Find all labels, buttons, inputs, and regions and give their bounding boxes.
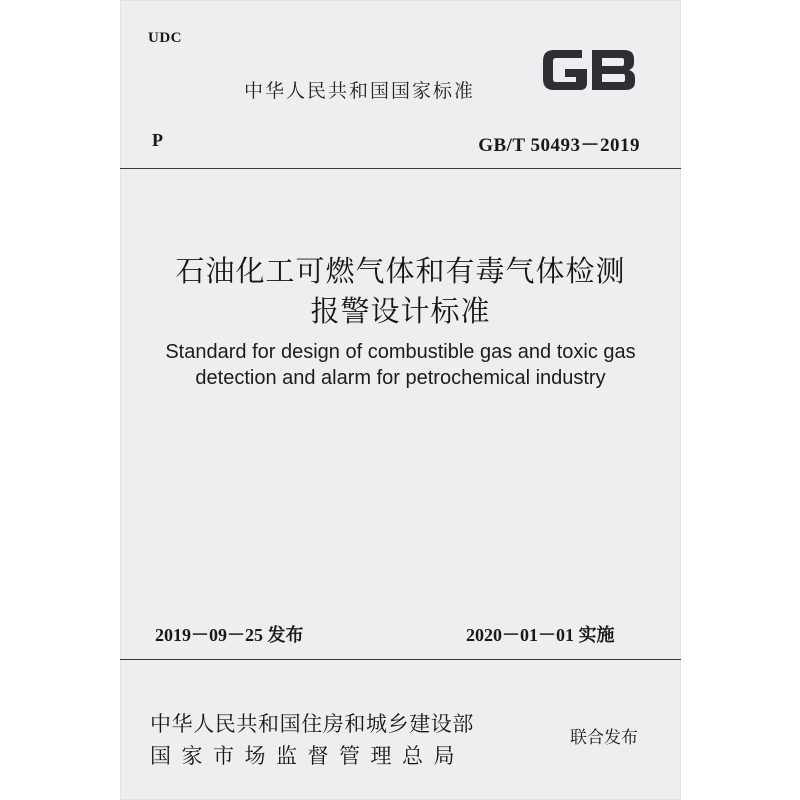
title-chinese-line-1: 石油化工可燃气体和有毒气体检测 [175, 254, 626, 288]
issue-date: 2019－09－25 发布 [155, 625, 304, 645]
divider-top [120, 168, 681, 169]
title-chinese-line-2: 报警设计标准 [310, 294, 491, 328]
publisher-administration: 国家市场监督管理总局 [150, 744, 465, 768]
cover-page [120, 0, 681, 800]
divider-bottom [120, 659, 681, 660]
national-standard-heading: 中华人民共和国国家标准 [244, 80, 476, 102]
publisher-ministry: 中华人民共和国住房和城乡建设部 [150, 712, 474, 736]
title-english-line-2: detection and alarm for petrochemical industry [195, 367, 606, 389]
implementation-date: 2020－01－01 实施 [466, 625, 615, 645]
title-english-line-1: Standard for design of combustible gas and toxic gas [165, 341, 636, 363]
gb-logo [538, 44, 640, 96]
udc-label: UDC [148, 30, 182, 46]
classification-code: P [152, 130, 163, 150]
joint-release-label: 联合发布 [570, 728, 638, 748]
standard-number: GB/T 50493－2019 [478, 135, 640, 156]
